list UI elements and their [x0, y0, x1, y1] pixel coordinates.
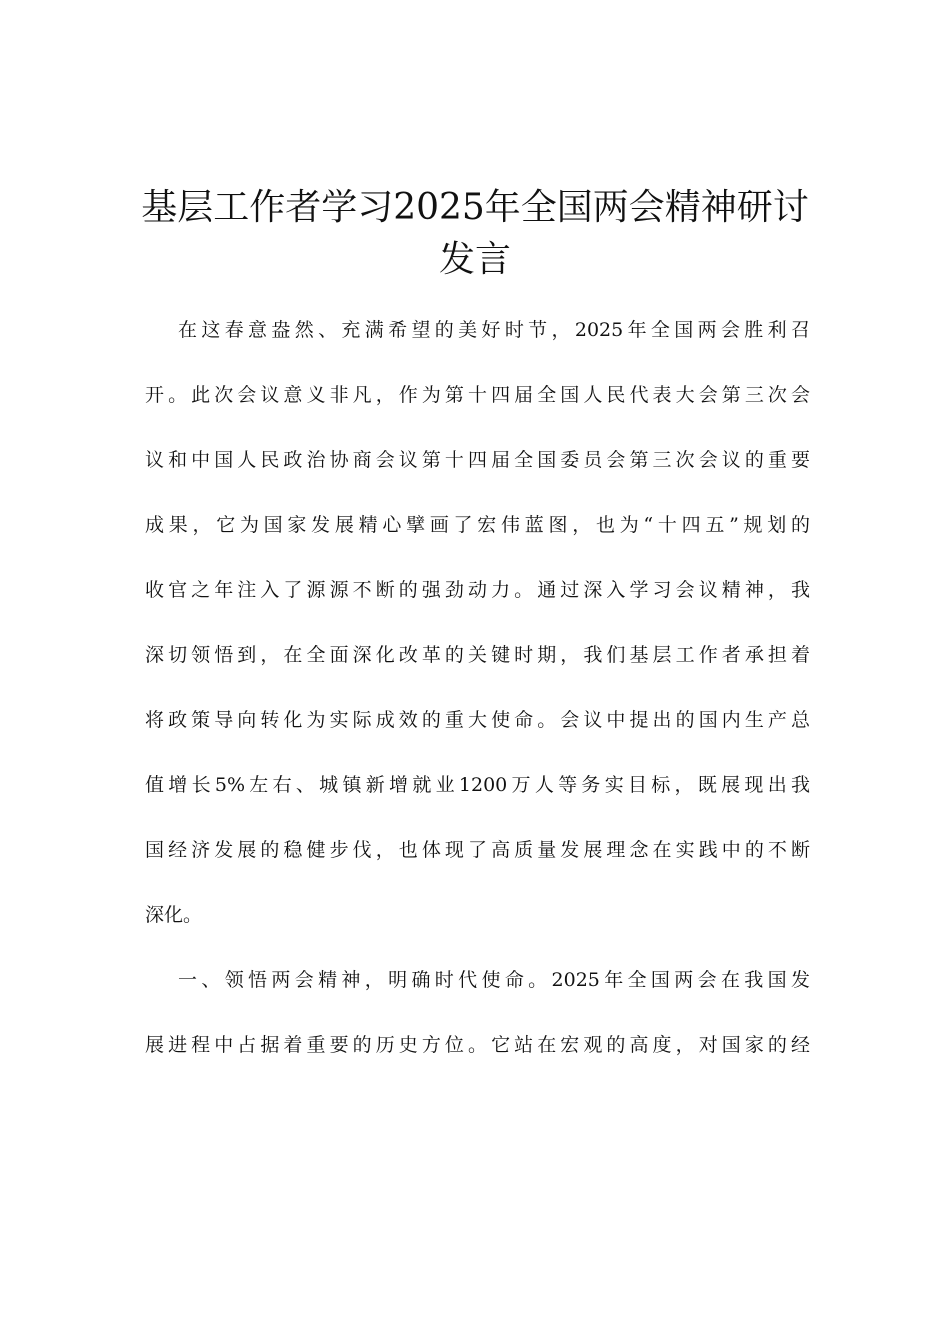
- title-line: 基层工作者学习2025年全国两会精神研讨: [141, 187, 809, 228]
- text-line: 展进程中占据着重要的历史方位。它站在宏观的高度，对国家的经: [145, 1034, 810, 1056]
- text-line: 收官之年注入了源源不断的强劲动力。通过深入学习会议精神，我: [145, 579, 810, 601]
- text-line: 将政策导向转化为实际成效的重大使命。会议中提出的国内生产总: [145, 709, 810, 731]
- text-line: 成果，它为国家发展精心擘画了宏伟蓝图，也为“十四五”规划的: [145, 514, 810, 536]
- document-title: [130, 182, 820, 286]
- paragraph-intro: [145, 317, 810, 967]
- text-line: 开。此次会议意义非凡，作为第十四届全国人民代表大会第三次会: [145, 384, 810, 406]
- text-line: 议和中国人民政治协商会议第十四届全国委员会第三次会议的重要: [145, 449, 810, 471]
- document-body: [145, 317, 810, 1097]
- title-line: 发言: [438, 239, 511, 280]
- text-line: 深切领悟到，在全面深化改革的关键时期，我们基层工作者承担着: [145, 644, 810, 666]
- text-line: 国经济发展的稳健步伐，也体现了高质量发展理念在实践中的不断: [145, 839, 810, 861]
- text-line: 深化。: [145, 904, 203, 926]
- text-line: 值增长5%左右、城镇新增就业1200万人等务实目标，既展现出我: [145, 774, 810, 796]
- paragraph-section-one: [145, 967, 810, 1097]
- text-line: 在这春意盎然、充满希望的美好时节，2025年全国两会胜利召: [178, 319, 810, 341]
- text-line: 一、领悟两会精神，明确时代使命。2025年全国两会在我国发: [178, 969, 810, 991]
